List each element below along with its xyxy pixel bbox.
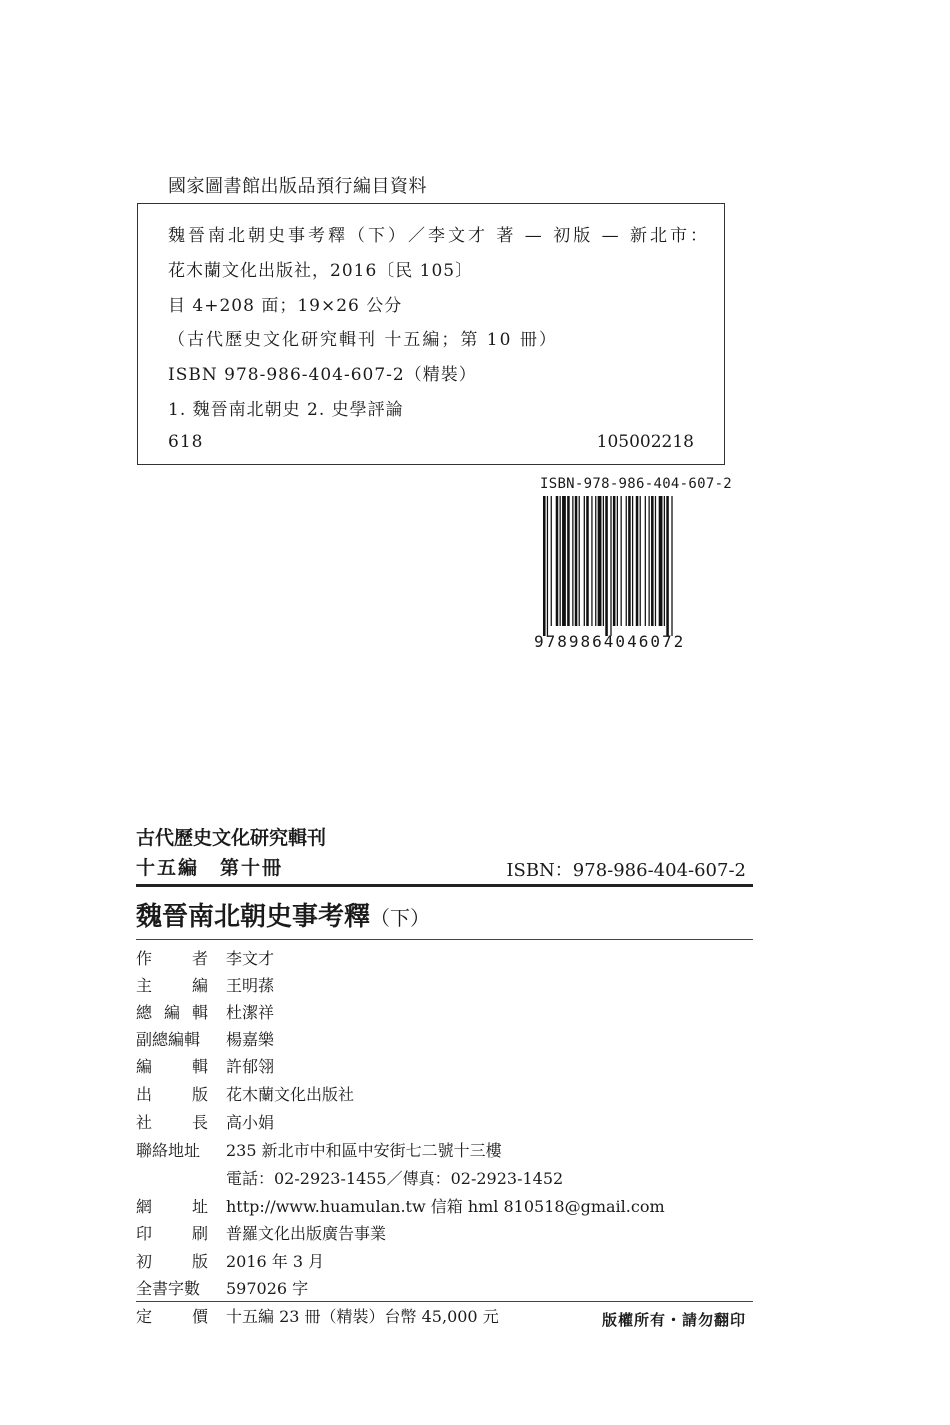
barcode-bar <box>664 496 665 626</box>
detail-label-char: 印 <box>136 1224 153 1243</box>
cip-isbn-line: ISBN 978-986-404-607-2（精裝） <box>168 365 477 385</box>
cip-record-box <box>137 203 725 465</box>
detail-label-char: 初 <box>136 1252 153 1271</box>
detail-label-char: 編 <box>191 976 208 995</box>
barcode-bar <box>613 496 616 626</box>
barcode-bar <box>640 496 641 626</box>
barcode-bars <box>543 496 727 636</box>
barcode-bar <box>610 496 611 636</box>
detail-value: 楊嘉樂 <box>226 1030 275 1049</box>
barcode-bar <box>651 496 654 626</box>
detail-label-char: 輯 <box>191 1003 208 1022</box>
detail-label <box>136 973 208 996</box>
barcode-bar <box>575 496 578 626</box>
barcode-bar <box>560 496 561 626</box>
series-edition: 十五編 第十冊 <box>136 857 284 879</box>
detail-value: 235 新北市中和區中安街七二號十三樓 <box>226 1141 502 1160</box>
detail-label-char: 主 <box>136 976 153 995</box>
detail-label-char: 聯絡地址 <box>136 1141 201 1160</box>
detail-value: 十五編 23 冊（精裝）台幣 45,000 元 <box>226 1307 499 1326</box>
barcode-bar <box>659 496 663 626</box>
detail-label <box>136 946 208 969</box>
detail-label <box>136 1110 208 1133</box>
barcode-bar <box>551 496 552 626</box>
detail-value: 花木蘭文化出版社 <box>226 1085 355 1104</box>
barcode-bar <box>645 496 646 626</box>
barcode-bar <box>547 496 548 636</box>
detail-label-char: 定 <box>136 1307 153 1326</box>
detail-label <box>136 1304 208 1327</box>
detail-label-char: 輯 <box>191 1057 208 1076</box>
cip-record-number: 105002218 <box>596 432 694 452</box>
detail-value: 高小娟 <box>226 1113 275 1132</box>
barcode-bar <box>671 496 672 636</box>
barcode-bar <box>666 496 669 636</box>
detail-value: 杜潔祥 <box>226 1003 275 1022</box>
detail-label <box>136 1138 208 1161</box>
cip-heading: 國家圖書館出版品預行編目資料 <box>168 176 427 197</box>
cip-title-line: 魏晉南北朝史事考釋（下）／李文才 著 — 初版 — 新北市： <box>168 226 711 246</box>
detail-label-char: 址 <box>191 1197 208 1216</box>
thin-divider <box>136 939 753 940</box>
barcode-bar <box>562 496 566 626</box>
barcode-bar <box>595 496 596 626</box>
barcode-bar <box>655 496 656 626</box>
series-title: 古代歷史文化研究輯刊 <box>136 827 327 849</box>
barcode-bar <box>617 496 618 626</box>
copyright-notice: 版權所有・請勿翻印 <box>601 1311 746 1329</box>
barcode-bar <box>579 496 580 626</box>
detail-value: http://www.huamulan.tw 信箱 hml 810518@gmail.com <box>226 1197 665 1216</box>
detail-label-char: 價 <box>191 1307 208 1326</box>
detail-label-char: 者 <box>191 949 208 968</box>
detail-label <box>136 1221 208 1244</box>
barcode-bar <box>628 496 631 626</box>
bottom-divider <box>136 1301 753 1302</box>
detail-label <box>136 1082 208 1105</box>
barcode-digits: 9789864046072 <box>534 632 686 651</box>
detail-label-char: 全書字數 <box>136 1279 201 1298</box>
detail-value: 597026 字 <box>226 1279 309 1298</box>
detail-value: 王明蓀 <box>226 976 275 995</box>
barcode-bar <box>632 496 633 626</box>
detail-value: 2016 年 3 月 <box>226 1252 325 1271</box>
barcode-bar <box>586 496 589 626</box>
barcode-bar <box>598 496 602 626</box>
detail-label-char: 版 <box>191 1252 208 1271</box>
detail-value: 電話：02-2923-1455／傳真：02-2923-1452 <box>226 1169 564 1188</box>
barcode-bar <box>648 496 649 626</box>
detail-label <box>136 1276 208 1299</box>
detail-label-char: 編 <box>163 1003 180 1022</box>
barcode-bar <box>543 496 546 636</box>
cip-subjects-line: 1. 魏晉南北朝史 2. 史學評論 <box>168 400 404 420</box>
barcode-bar <box>603 496 604 626</box>
cip-extent-line: 目 4+208 面；19×26 公分 <box>168 296 403 316</box>
detail-value: 普羅文化出版廣告事業 <box>226 1224 387 1243</box>
detail-value: 李文才 <box>226 949 275 968</box>
detail-value: 許郁翎 <box>226 1057 275 1076</box>
detail-label-char: 網 <box>136 1197 153 1216</box>
barcode-bar <box>572 496 573 626</box>
isbn-barcode <box>534 476 733 651</box>
book-volume: （下） <box>370 906 431 930</box>
barcode-bar <box>636 496 639 626</box>
detail-label-char: 刷 <box>191 1224 208 1243</box>
barcode-bar <box>567 496 570 626</box>
detail-label <box>136 1054 208 1077</box>
colophon-isbn: ISBN：978-986-404-607-2 <box>506 860 746 881</box>
barcode-bar <box>626 496 627 626</box>
detail-label-char: 作 <box>136 949 153 968</box>
cip-series-line: （古代歷史文化研究輯刊 十五編；第 10 冊） <box>168 330 558 350</box>
book-title-text: 魏晉南北朝史事考釋 <box>136 902 371 932</box>
detail-label-char: 長 <box>191 1113 208 1132</box>
detail-label <box>136 1194 208 1217</box>
detail-label <box>136 1027 208 1050</box>
barcode-bar <box>584 496 585 626</box>
detail-label-char: 副總編輯 <box>136 1030 201 1049</box>
detail-label-char: 社 <box>136 1113 153 1132</box>
book-title <box>136 896 430 933</box>
detail-label-char: 編 <box>136 1057 153 1076</box>
detail-label <box>136 1000 208 1023</box>
detail-label <box>136 1249 208 1272</box>
thick-divider <box>136 884 753 887</box>
barcode-bar <box>621 496 622 626</box>
barcode-isbn-label: ISBN-978-986-404-607-2 <box>540 476 733 492</box>
cip-class-number: 618 <box>168 432 204 452</box>
detail-label-char: 出 <box>136 1085 153 1104</box>
detail-label-char: 總 <box>136 1003 153 1022</box>
barcode-bar <box>556 496 559 626</box>
barcode-bar <box>605 496 608 636</box>
detail-label-char: 版 <box>191 1085 208 1104</box>
cip-publisher-line: 花木蘭文化出版社，2016〔民 105〕 <box>168 261 474 281</box>
barcode-bar <box>591 496 592 626</box>
